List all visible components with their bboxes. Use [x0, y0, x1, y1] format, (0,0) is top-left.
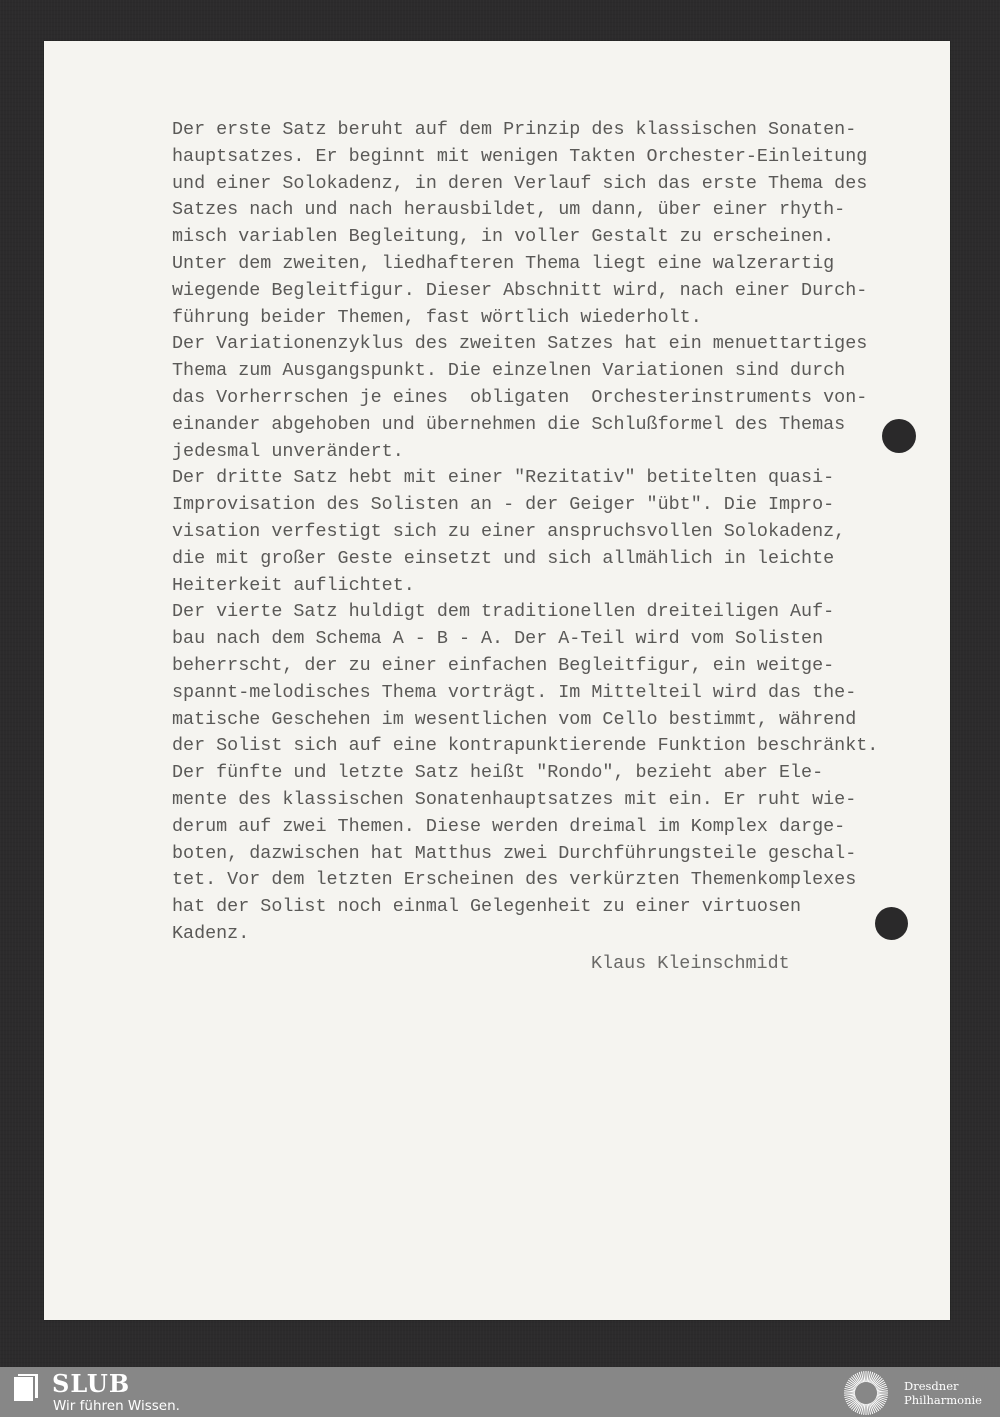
sunburst-ray [864, 1404, 865, 1415]
text-line: Thema zum Ausgangspunkt. Die einzelnen Variationen sind durch [172, 360, 846, 382]
text-line: matische Geschehen im wesentlichen vom Cello bestimmt, während [172, 708, 857, 730]
text-line: mente des klassischen Sonatenhauptsatzes mit ein. Er ruht wie- [172, 788, 857, 810]
text-line: tet. Vor dem letzten Erscheinen des verkürzten Themenkomplexes [172, 869, 857, 891]
text-line: Improvisation des Solisten an - der Geiger "übt". Die Impro- [172, 494, 835, 516]
text-line: Der erste Satz beruht auf dem Prinzip des klassischen Sonaten- [172, 119, 857, 140]
philharmonie-name-line1: Dresdner [904, 1379, 959, 1393]
text-line: das Vorherrschen je eines obligaten Orchesterinstruments von- [172, 386, 868, 408]
sunburst-ray [864, 1371, 865, 1382]
philharmonie-logo-text [904, 1379, 982, 1407]
text-line: beherrscht, der zu einer einfachen Begleitfigur, ein weitge- [172, 654, 835, 676]
sunburst-ring-icon [841, 1369, 891, 1417]
slub-tagline: Wir führen Wissen. [53, 1398, 180, 1414]
text-line: bau nach dem Schema A - B - A. Der A-Teil wird vom Solisten [172, 628, 824, 650]
footer-bar [0, 1367, 1000, 1417]
text-line: misch variablen Begleitung, in voller Gestalt zu erscheinen. [172, 226, 835, 248]
text-line: hauptsatzes. Er beginnt mit wenigen Takten Orchester-Einleitung [172, 145, 868, 167]
text-line: Kadenz. [172, 922, 250, 944]
slub-logo-text: SLUB [52, 1369, 131, 1398]
text-line: der Solist sich auf eine kontrapunktierende Funktion beschränkt. [172, 735, 879, 757]
author-signature: Klaus Kleinschmidt [591, 953, 790, 974]
text-line: Der fünfte und letzte Satz heißt "Rondo", bezieht aber Ele- [172, 762, 824, 784]
text-line: spannt-melodisches Thema vorträgt. Im Mittelteil wird das the- [172, 681, 857, 703]
text-line: wiegende Begleitfigur. Dieser Abschnitt wird, nach einer Durch- [172, 279, 868, 301]
text-line: Der vierte Satz huldigt dem traditionellen dreiteiligen Auf- [172, 601, 835, 623]
text-line: und einer Solokadenz, in deren Verlauf sich das erste Thema des [172, 172, 868, 194]
text-line: visation verfestigt sich zu einer anspruchsvollen Solokadenz, [172, 520, 846, 542]
sunburst-ray [867, 1404, 868, 1415]
text-line: Unter dem zweiten, liedhafteren Thema liegt eine walzerartig [172, 252, 835, 274]
sunburst-ray [844, 1394, 855, 1395]
book-icon [11, 1373, 41, 1405]
typewritten-text [172, 117, 892, 948]
text-line: boten, dazwischen hat Matthus zwei Durchführungsteile geschal- [172, 842, 857, 864]
text-line: Der dritte Satz hebt mit einer "Rezitativ" betitelten quasi- [172, 467, 835, 489]
document-page [44, 41, 950, 1320]
text-line: Satzes nach und nach herausbildet, um dann, über einer rhyth- [172, 199, 846, 221]
sunburst-ray [877, 1391, 888, 1392]
text-line: Der Variationenzyklus des zweiten Satzes hat ein menuettartiges [172, 333, 868, 355]
text-line: führung beider Themen, fast wörtlich wiederholt. [172, 306, 702, 328]
text-line: derum auf zwei Themen. Diese werden dreimal im Komplex darge- [172, 815, 846, 837]
sunburst-ray [877, 1394, 888, 1395]
sunburst-ray [844, 1391, 855, 1392]
sunburst-ray [867, 1371, 868, 1382]
sunburst-center [856, 1383, 876, 1403]
philharmonie-name-line2: Philharmonie [904, 1393, 982, 1407]
text-line: einander abgehoben und übernehmen die Schlußformel des Themas [172, 413, 846, 435]
text-line: die mit großer Geste einsetzt und sich allmählich in leichte [172, 547, 835, 569]
text-line: jedesmal unverändert. [172, 440, 404, 462]
text-line: Heiterkeit auflichtet. [172, 574, 415, 596]
text-line: hat der Solist noch einmal Gelegenheit zu einer virtuosen [172, 896, 802, 918]
